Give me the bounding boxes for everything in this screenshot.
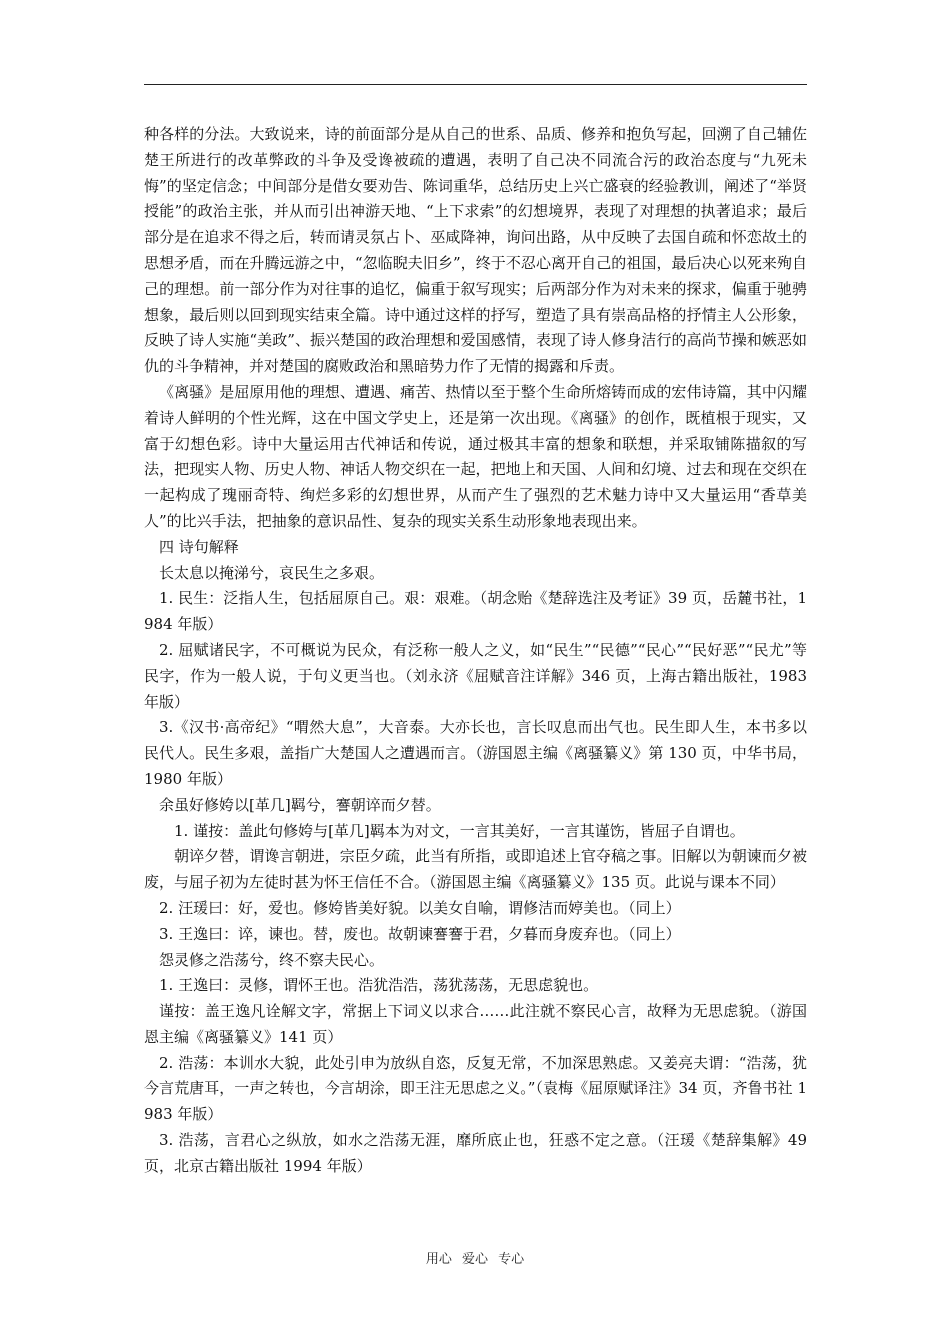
annotation: 3. 浩荡，言君心之纵放，如水之浩荡无涯，靡所底止也，狂惑不定之意。（汪瑗《楚辞集解》49 页，北京古籍出版社 1994 年版） — [144, 1131, 807, 1175]
paragraph-intro: 种各样的分法。大致说来，诗的前面部分是从自己的世系、品质、修养和抱负写起，回溯了自己辅佐楚王所进行的改革弊政的斗争及受谗被疏的遭遇，表明了自己决不同流合污的政治态度与“九死未悔”的坚定信念；中间部分是借女要劝告、陈词重华，总结历史上兴亡盛衰的经验教训，阐述了“举贤授能”的政治主张，并从而引出神游天地、“上下求索”的幻想境界，表现了对理想的执著追求；最后部分是在追求不得之后，转而请灵氛占卜、巫咸降神，询问出路，从中反映了去国自疏和怀恋故土的思想矛盾，而在升腾远游之中，“忽临睨夫旧乡”，终于不忍心离开自己的祖国，最后决心以死来殉自己的理想。前一部分作为对往事的追忆，偏重于叙写现实；后两部分作为对未来的探求，偏重于驰骋想象，最后则以回到现实结束全篇。诗中通过这样的抒写，塑造了具有崇高品格的抒情主人公形象，反映了诗人实施“美政”、振兴楚国的政治理想和爱国感情，表现了诗人修身洁行的高尚节操和嫉恶如仇的斗争精神，并对楚国的腐败政治和黑暗势力作了无情的揭露和斥责。 — [144, 125, 807, 376]
verse-line: 余虽好修姱以[革几]羁兮，謇朝谇而夕替。 — [159, 795, 441, 814]
header-rule — [144, 84, 807, 85]
annotation: 1. 谨按：盖此句修姱与[革几]羁本为对文，一言其美好，一言其谨饬，皆屈子自谓也。 — [174, 821, 745, 840]
annotation: 2. 汪瑗曰：好，爱也。修姱皆美好貌。以美女自喻，谓修洁而婷美也。（同上） — [159, 898, 681, 917]
annotation: 1. 王逸曰：灵修，谓怀王也。浩犹浩浩，荡犹荡荡，无思虑貌也。 — [159, 976, 599, 995]
annotation: 2. 浩荡：本训水大貌，此处引申为放纵自恣，反复无常，不加深思熟虑。又姜亮夫谓：“浩荡，犹今言荒唐耳，一声之转也，今言胡涂，即王注无思虑之义。”（袁梅《屈原赋译注》34 页，齐鲁书社 1983 年版） — [144, 1053, 807, 1124]
verse-line: 怨灵修之浩荡兮，终不察夫民心。 — [159, 950, 385, 969]
annotation: 谨按：盖王逸凡诠解文字，常据上下词义以求合……此注就不察民心言，故释为无思虑貌。（游国恩主编《离骚纂义》141 页） — [144, 1002, 807, 1046]
annotation: 朝谇夕替，谓谗言朝进，宗臣夕疏，此当有所指，或即追述上官夺稿之事。旧解以为朝谏而夕被废，与屈子初为左徒时甚为怀王信任不合。（游国恩主编《离骚纂义》135 页。此说与课本不同） — [144, 847, 807, 892]
annotation: 3.《汉书·高帝纪》“喟然大息”，大音泰。大亦长也，言长叹息而出气也。民生即人生，本书多以民代人。民生多艰，盖指广大楚国人之遭遇而言。（游国恩主编《离骚纂义》第 130 页，中华书局，1980 年版） — [144, 718, 807, 788]
annotation: 1. 民生：泛指人生，包括屈原自己。艰：艰难。（胡念贻《楚辞选注及考证》39 页，岳麓书社，1984 年版） — [144, 589, 807, 634]
paragraph-lisao-features: 《离骚》是屈原用他的理想、遭遇、痛苦、热情以至于整个生命所熔铸而成的宏伟诗篇，其中闪耀着诗人鲜明的个性光辉，这在中国文学史上，还是第一次出现。《离骚》的创作，既植根于现实，又富于幻想色彩。诗中大量运用古代神话和传说，通过极其丰富的想象和联想，并采取铺陈描叙的写法，把现实人物、历史人物、神话人物交织在一起，把地上和天国、人间和幻境、过去和现在交织在一起构成了瑰丽奇特、绚烂多彩的幻想世界，从而产生了强烈的艺术魅力诗中又大量运用“香草美人”的比兴手法，把抽象的意识品性、复杂的现实关系生动形象地表现出来。 — [144, 382, 807, 530]
annotation: 2. 屈赋诸民字，不可概说为民众，有泛称一般人之义，如“民生”“民德”“民心”“民好恶”“民尤”等民字，作为一般人说，于句义更当也。（刘永济《屈赋音注详解》346 页，上海古籍出版社，1983 年版） — [144, 640, 807, 711]
annotation: 3. 王逸曰：谇，谏也。替，废也。故朝谏謇謇于君，夕暮而身废弃也。（同上） — [159, 924, 681, 943]
document-body — [144, 122, 807, 1180]
section-heading: 四 诗句解释 — [159, 537, 239, 556]
page-footer: 用心 爱心 专心 — [425, 1252, 525, 1267]
verse-line: 长太息以掩涕兮，哀民生之多艰。 — [159, 563, 385, 582]
